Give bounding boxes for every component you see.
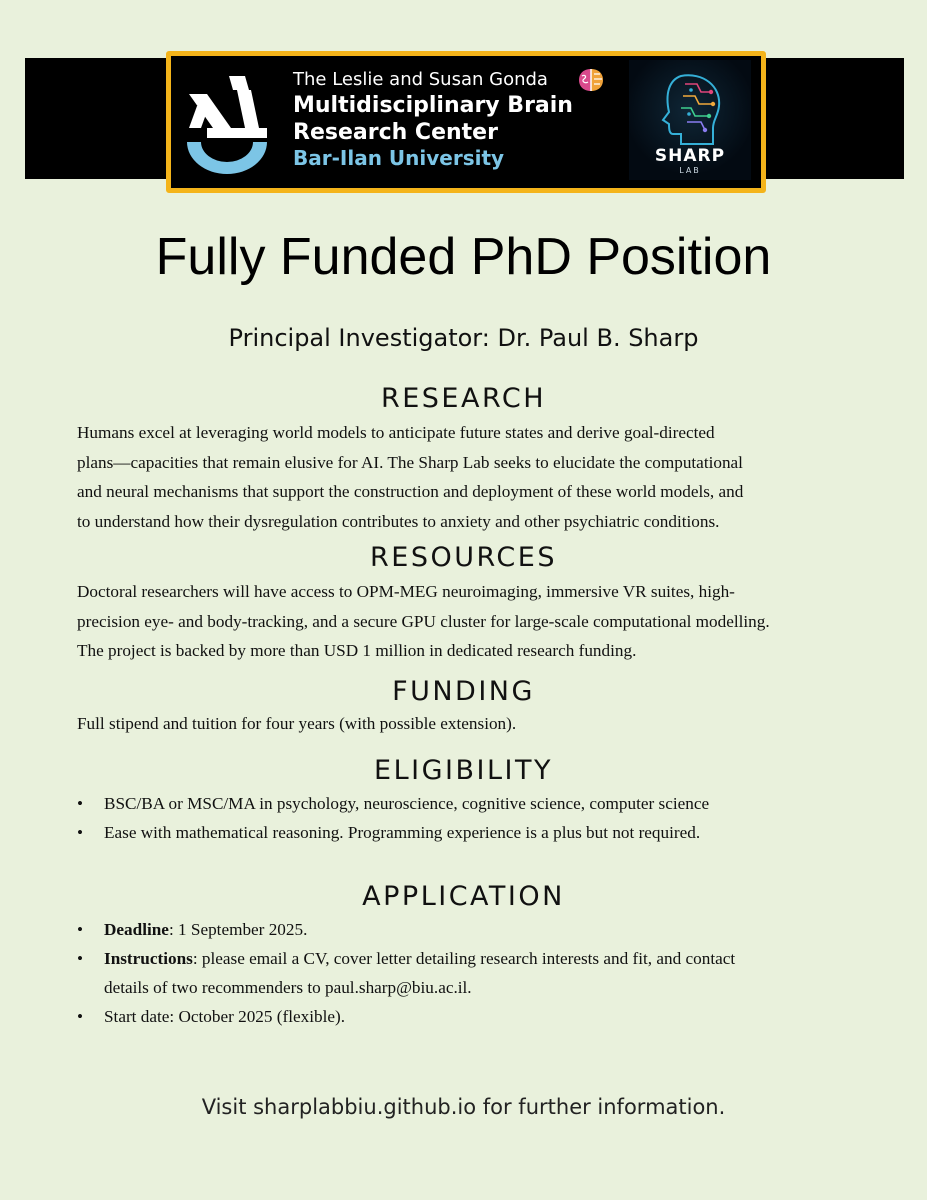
- funding-heading: FUNDING: [392, 676, 535, 707]
- resources-line: Doctoral researchers will have access to OPM-MEG neuroimaging, immersive VR suites, high-: [77, 582, 735, 601]
- sharp-lab-logo: [629, 60, 751, 180]
- eligibility-heading: ELIGIBILITY: [374, 755, 553, 786]
- application-heading: APPLICATION: [362, 881, 565, 912]
- research-heading: RESEARCH: [380, 383, 547, 414]
- ai-head-icon: [651, 70, 731, 148]
- list-item: [77, 789, 877, 818]
- resources-heading: RESOURCES: [370, 542, 557, 573]
- brain-icon: [576, 66, 606, 94]
- research-line: and neural mechanisms that support the construction and deployment of these world models, and: [77, 482, 744, 501]
- deadline-text: : 1 September 2025.: [168, 920, 308, 939]
- research-line: Humans excel at leveraging world models to anticipate future states and derive goal-directed: [77, 423, 715, 442]
- research-line: to understand how their dysregulation contributes to anxiety and other psychiatric conditions.: [77, 511, 720, 531]
- center-line-2: Multidisciplinary Brain: [293, 93, 573, 118]
- list-item: [77, 944, 877, 1002]
- list-item: [77, 915, 877, 944]
- resources-line: precision eye- and body-tracking, and a secure GPU cluster for large-scale computational modelling.: [77, 611, 770, 631]
- center-line-1: The Leslie and Susan Gonda: [293, 69, 548, 90]
- resources-line: The project is backed by more than USD 1 million in dedicated research funding.: [77, 641, 637, 660]
- eligibility-item-text: BSC/BA or MSC/MA in psychology, neuroscience, cognitive science, computer science: [104, 794, 710, 813]
- bar-ilan-logo-icon: [179, 66, 273, 174]
- eligibility-list: [77, 789, 877, 847]
- funding-text: Full stipend and tuition for four years (with possible extension).: [77, 714, 517, 733]
- resources-text: [77, 577, 877, 666]
- list-item: [77, 818, 877, 847]
- bullet-icon: •: [77, 823, 84, 842]
- instructions-text: : please email a CV, cover letter detailing research interests and fit, and contact: [192, 949, 736, 968]
- instructions-label: Instructions: [104, 949, 193, 968]
- footer-info: Visit sharplabbiu.github.io for further information.: [201, 1095, 726, 1119]
- center-name: [293, 68, 623, 171]
- principal-investigator: Principal Investigator: Dr. Paul B. Sharp: [228, 324, 699, 352]
- logo-frame: [166, 51, 766, 193]
- list-item: [77, 1002, 877, 1031]
- start-date: Start date: October 2025 (flexible).: [104, 1007, 346, 1026]
- bullet-icon: •: [77, 920, 84, 939]
- lab-sub: LAB: [679, 166, 701, 175]
- university-name: Bar-Ilan University: [293, 146, 505, 170]
- eligibility-item-text: Ease with mathematical reasoning. Programming experience is a plus but not required.: [104, 823, 701, 842]
- center-line-3: Research Center: [293, 120, 498, 145]
- deadline-label: Deadline: [104, 920, 169, 939]
- application-list: [77, 915, 877, 1031]
- page-title: Fully Funded PhD Position: [155, 228, 772, 286]
- research-line: plans—capacities that remain elusive for AI. The Sharp Lab seeks to elucidate the computational: [77, 452, 743, 472]
- lab-name: SHARP: [654, 146, 726, 166]
- instructions-text-cont: details of two recommenders to paul.sharp@biu.ac.il.: [104, 978, 472, 997]
- bullet-icon: •: [77, 949, 84, 968]
- research-text: [77, 418, 877, 536]
- bullet-icon: •: [77, 794, 84, 813]
- bullet-icon: •: [77, 1007, 84, 1026]
